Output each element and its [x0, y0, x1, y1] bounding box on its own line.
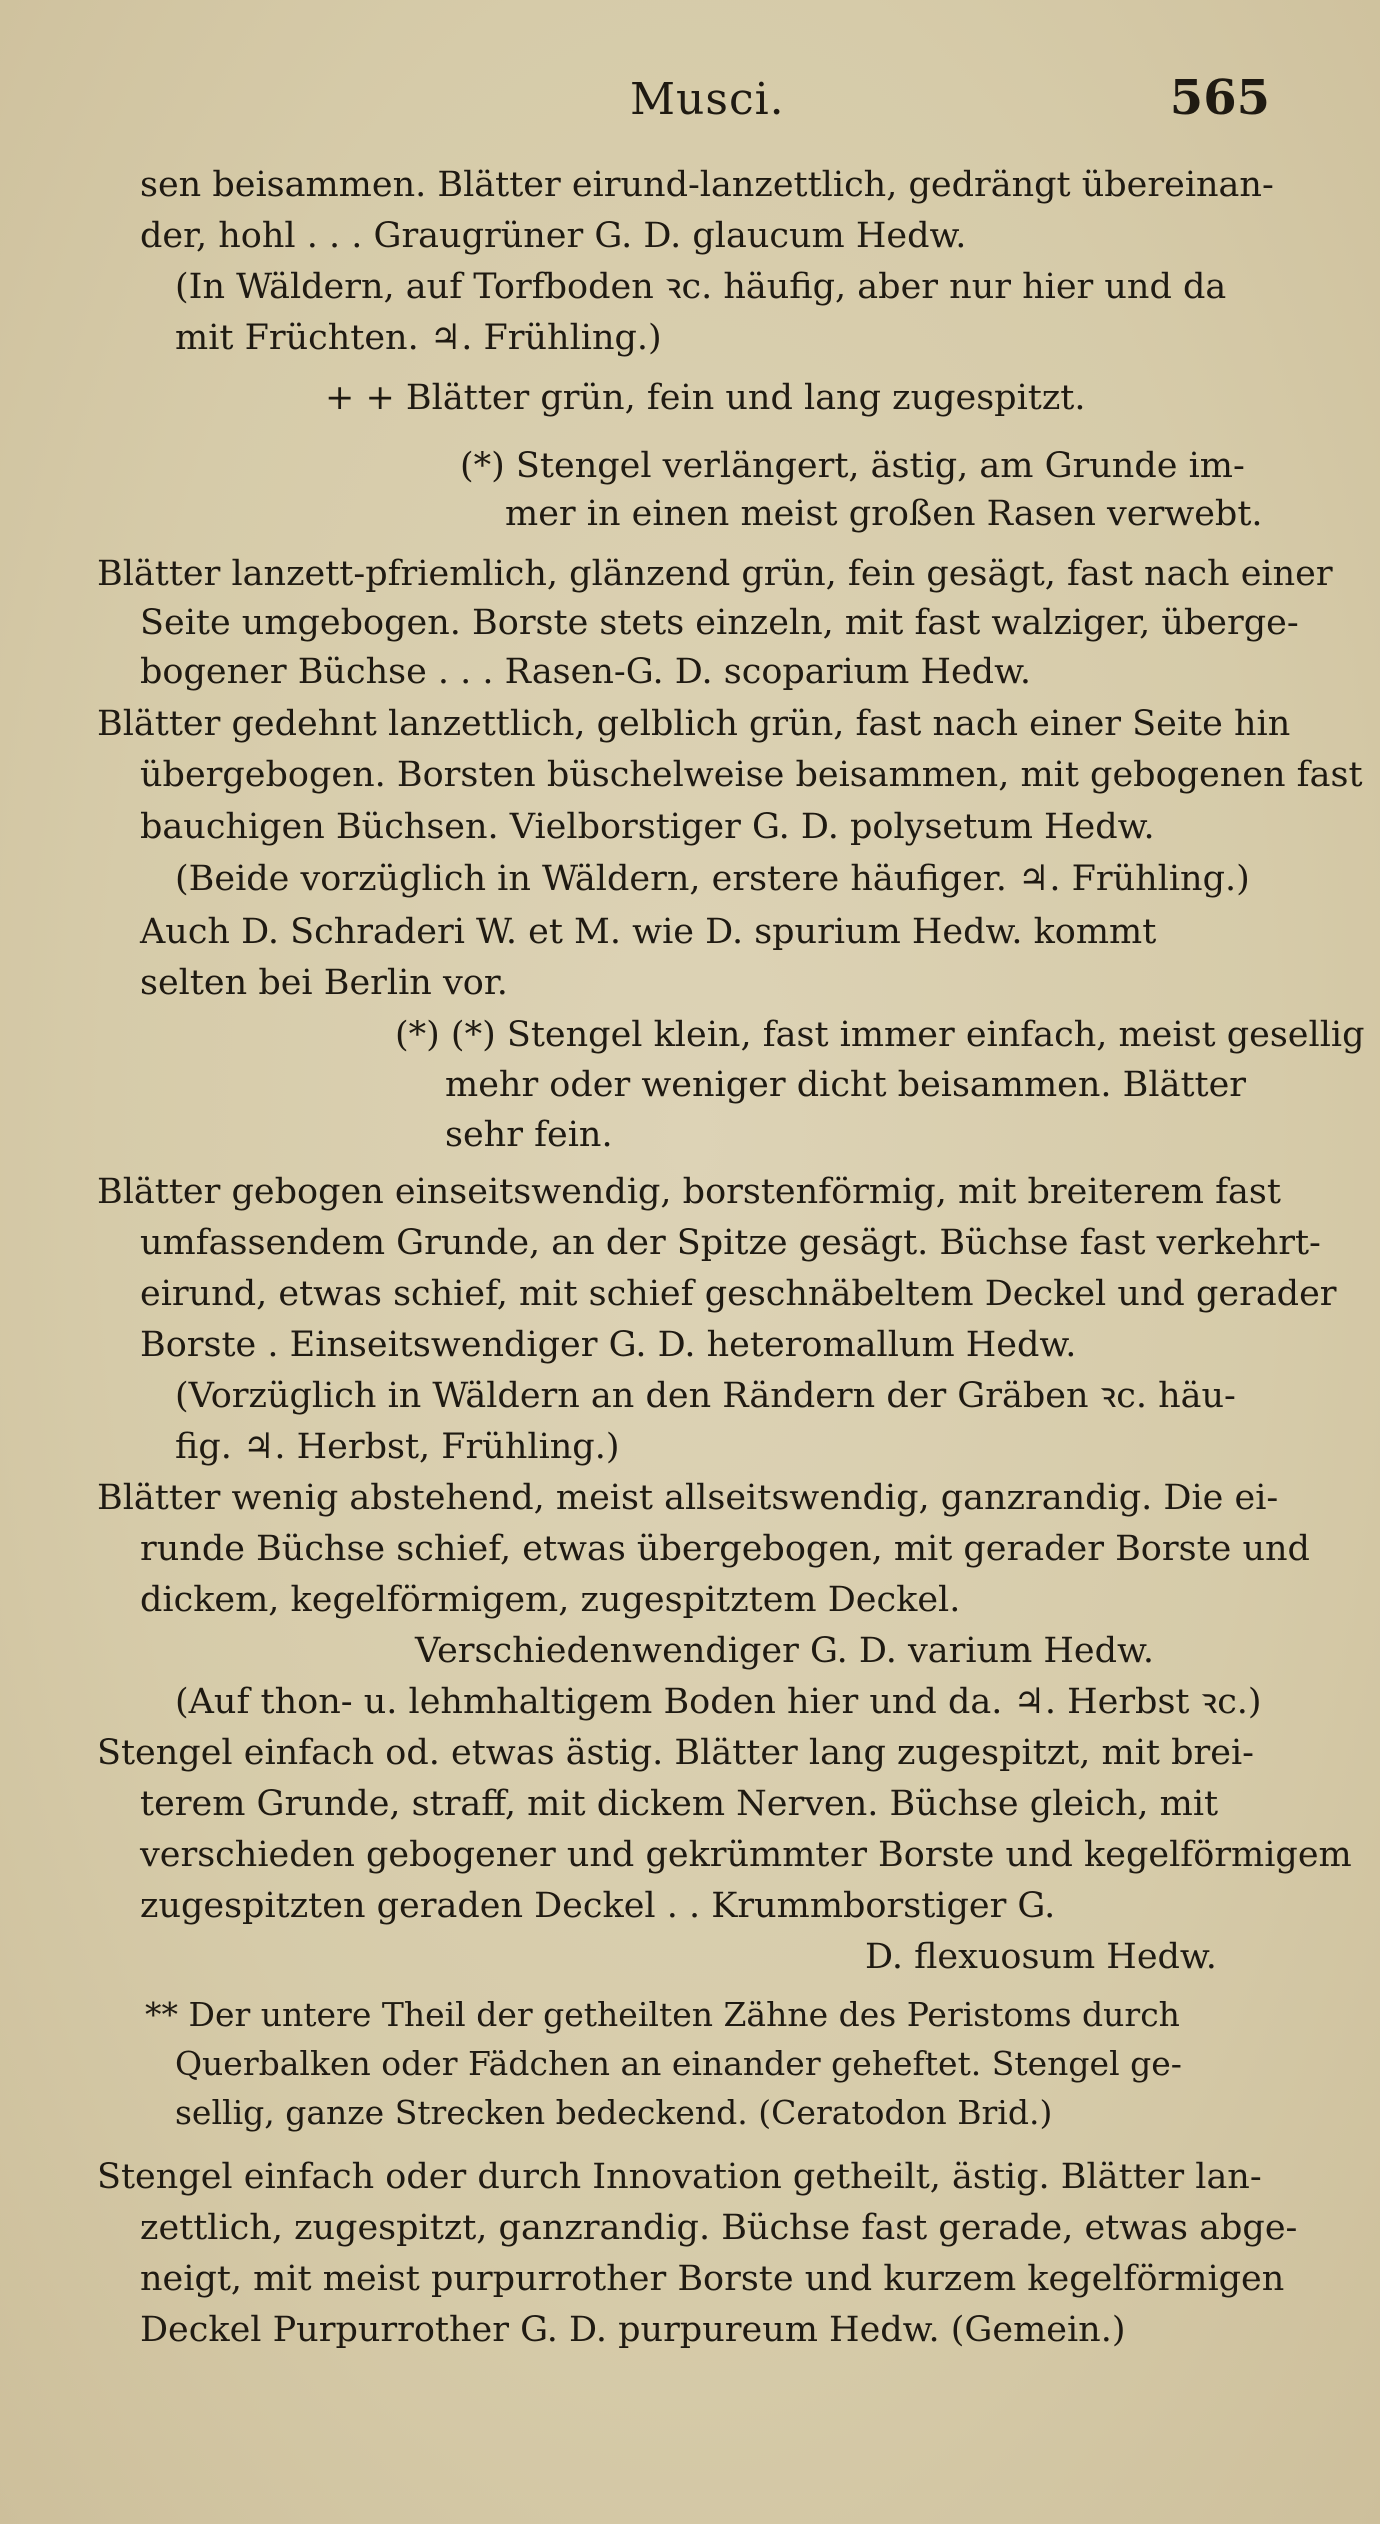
- subsection-heading: mer in einen meist großen Rasen verwebt.: [505, 494, 1263, 534]
- text-line: Seite umgebogen. Borste stets einzeln, mit fast walziger, überge-: [140, 603, 1299, 643]
- text-line: (Auf thon- u. lehmhaltigem Boden hier und da. ♃. Herbst ꝛc.): [175, 1682, 1262, 1722]
- subsection-heading: mehr oder weniger dicht beisammen. Blätter: [445, 1065, 1247, 1105]
- section-heading: Querbalken oder Fädchen an einander geheftet. Stengel ge-: [175, 2044, 1182, 2083]
- text-line: neigt, mit meist purpurrother Borste und kurzem kegelförmigen: [140, 2259, 1285, 2299]
- text-line: umfassendem Grunde, an der Spitze gesägt. Büchse fast verkehrt-: [140, 1223, 1321, 1263]
- text-line: dickem, kegelförmigem, zugespitztem Deckel.: [140, 1580, 961, 1620]
- text-line: Stengel einfach od. etwas ästig. Blätter lang zugespitzt, mit brei-: [97, 1733, 1254, 1773]
- text-line: übergebogen. Borsten büschelweise beisammen, mit gebogenen fast: [140, 755, 1363, 795]
- text-line: Blätter gedehnt lanzettlich, gelblich grün, fast nach einer Seite hin: [97, 704, 1291, 744]
- text-line: zettlich, zugespitzt, ganzrandig. Büchse fast gerade, etwas abge-: [140, 2208, 1298, 2248]
- text-line: Verschiedenwendiger G. D. varium Hedw.: [415, 1631, 1154, 1671]
- text-line: (Beide vorzüglich in Wäldern, erstere häufiger. ♃. Frühling.): [175, 859, 1250, 899]
- text-line: Blätter gebogen einseitswendig, borstenförmig, mit breiterem fast: [97, 1172, 1281, 1212]
- text-line: sen beisammen. Blätter eirund-lanzettlich, gedrängt übereinan-: [140, 165, 1274, 205]
- text-line: Stengel einfach oder durch Innovation getheilt, ästig. Blätter lan-: [97, 2157, 1262, 2197]
- text-line: Borste . Einseitswendiger G. D. heteromallum Hedw.: [140, 1325, 1077, 1365]
- text-line: bogener Büchse . . . Rasen-G. D. scoparium Hedw.: [140, 652, 1032, 692]
- text-line: (In Wäldern, auf Torfboden ꝛc. häufig, aber nur hier und da: [175, 267, 1227, 307]
- text-line: Auch D. Schraderi W. et M. wie D. spurium Hedw. kommt: [140, 912, 1157, 952]
- text-line: Blätter lanzett-pfriemlich, glänzend grün, fein gesägt, fast nach einer: [97, 554, 1333, 594]
- section-heading: ** Der untere Theil der getheilten Zähne des Peristoms durch: [145, 1995, 1180, 2034]
- text-line: fig. ♃. Herbst, Frühling.): [175, 1427, 620, 1467]
- running-head: Musci.: [630, 74, 785, 125]
- text-line: terem Grunde, straff, mit dickem Nerven. Büchse gleich, mit: [140, 1784, 1219, 1824]
- text-line: runde Büchse schief, etwas übergebogen, mit gerader Borste und: [140, 1529, 1310, 1569]
- subsection-heading: (*) (*) Stengel klein, fast immer einfach, meist gesellig: [395, 1015, 1365, 1055]
- text-line: Blätter wenig abstehend, meist allseitswendig, ganzrandig. Die ei-: [97, 1478, 1279, 1518]
- text-line: zugespitzten geraden Deckel . . Krummborstiger G.: [140, 1886, 1056, 1926]
- subsection-heading: sehr fein.: [445, 1115, 613, 1155]
- section-heading: sellig, ganze Strecken bedeckend. (Ceratodon Brid.): [175, 2093, 1053, 2132]
- text-line: eirund, etwas schief, mit schief geschnäbeltem Deckel und gerader: [140, 1274, 1337, 1314]
- text-line: (Vorzüglich in Wäldern an den Rändern der Gräben ꝛc. häu-: [175, 1376, 1236, 1416]
- text-line: bauchigen Büchsen. Vielborstiger G. D. polysetum Hedw.: [140, 807, 1155, 847]
- text-line: D. flexuosum Hedw.: [865, 1937, 1217, 1977]
- text-line: selten bei Berlin vor.: [140, 963, 508, 1003]
- section-heading: + + Blätter grün, fein und lang zugespitzt.: [325, 378, 1086, 418]
- text-line: Deckel Purpurrother G. D. purpureum Hedw. (Gemein.): [140, 2310, 1126, 2350]
- page-header: [140, 70, 1270, 130]
- text-line: mit Früchten. ♃. Frühling.): [175, 318, 662, 358]
- text-line: verschieden gebogener und gekrümmter Borste und kegelförmigem: [140, 1835, 1352, 1875]
- page-number: 565: [1169, 70, 1270, 126]
- subsection-heading: (*) Stengel verlängert, ästig, am Grunde im-: [460, 446, 1245, 486]
- text-line: der, hohl . . . Graugrüner G. D. glaucum Hedw.: [140, 216, 967, 256]
